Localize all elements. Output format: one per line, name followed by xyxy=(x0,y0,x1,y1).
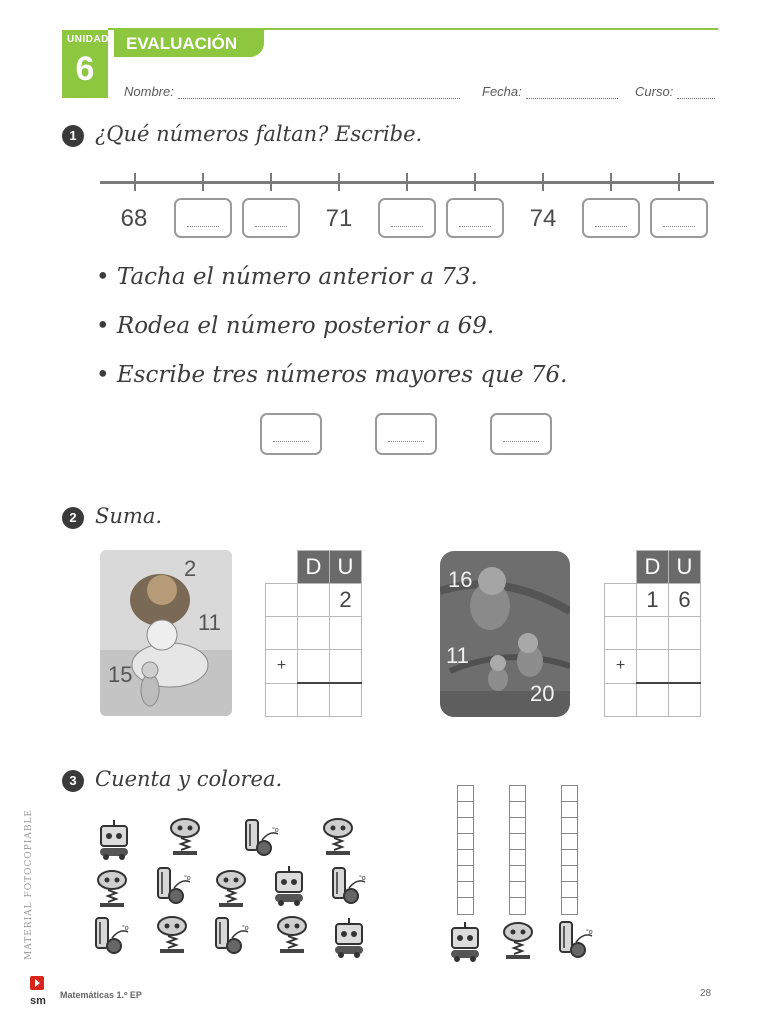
bullet-text: Escribe tres números mayores que 76. xyxy=(116,362,568,388)
exercise-1-title: ¿Qué números faltan? Escribe. xyxy=(95,122,423,146)
robot-snail-icon xyxy=(246,820,279,855)
tens-header: D xyxy=(298,551,330,584)
bullet-text: Tacha el número anterior a 73. xyxy=(116,264,478,290)
course-label: Curso: xyxy=(635,84,674,99)
sm-play-icon xyxy=(28,976,48,992)
bullet-item: • Rodea el número posterior a 69. xyxy=(96,313,495,339)
robot-snail-icon xyxy=(96,918,129,953)
picture-number: 20 xyxy=(530,681,555,706)
exercise-2-number: 2 xyxy=(62,507,84,529)
robot-tv-icon xyxy=(275,866,303,906)
picture-number: 11 xyxy=(198,610,221,635)
brand-text: sm xyxy=(30,995,46,1007)
robot-tv-icon xyxy=(451,922,479,962)
exercise-3-title: Cuenta y colorea. xyxy=(95,767,283,791)
number-line-value: 68 xyxy=(120,205,148,232)
exercise-1-number: 1 xyxy=(62,125,84,147)
name-label: Nombre: xyxy=(124,84,174,99)
unit-number: 6 xyxy=(75,50,95,88)
number-line-value: 74 xyxy=(529,205,557,232)
evaluation-title: EVALUACIÓN xyxy=(114,30,264,57)
date-label: Fecha: xyxy=(482,84,522,99)
color-bar-snail[interactable] xyxy=(561,785,578,915)
robot-spring-icon xyxy=(504,923,532,959)
unit-label: UNIDAD xyxy=(67,34,109,45)
units-header: U xyxy=(330,551,362,584)
robot-spring-icon xyxy=(158,917,186,953)
bullet-item: • Tacha el número anterior a 73. xyxy=(96,264,478,290)
color-bar-tv[interactable] xyxy=(457,785,474,915)
robot-tv-icon xyxy=(335,918,363,958)
robot-snail-icon xyxy=(560,922,593,957)
table-cell: 1 xyxy=(637,584,669,617)
picture-number: 11 xyxy=(446,643,469,668)
exercise-2-title: Suma. xyxy=(95,504,163,528)
plus-sign: + xyxy=(605,650,637,684)
picture-number: 15 xyxy=(108,662,133,687)
units-header: U xyxy=(669,551,701,584)
side-note: MATERIAL FOTOCOPIABLE xyxy=(24,808,34,960)
robot-spring-icon xyxy=(324,819,352,855)
robot-snail-icon xyxy=(216,918,249,953)
book-title: Matemáticas 1.º EP xyxy=(60,990,142,1000)
number-line-value: 71 xyxy=(325,205,353,232)
robot-spring-icon xyxy=(98,871,126,907)
bullet-item: • Escribe tres números mayores que 76. xyxy=(96,362,568,388)
robot-spring-icon xyxy=(217,871,245,907)
color-bar-spring[interactable] xyxy=(509,785,526,915)
robot-snail-icon xyxy=(158,868,191,903)
plus-sign: + xyxy=(266,650,298,684)
bullet-text: Rodea el número posterior a 69. xyxy=(116,313,495,339)
table-cell: 6 xyxy=(669,584,701,617)
robot-snail-icon xyxy=(333,868,366,903)
table-cell: 2 xyxy=(330,584,362,617)
page-number: 28 xyxy=(700,988,712,999)
robot-tv-icon xyxy=(100,820,128,860)
picture-number: 16 xyxy=(448,567,473,592)
exercise-3-number: 3 xyxy=(62,770,84,792)
robot-spring-icon xyxy=(171,819,199,855)
tens-header: D xyxy=(637,551,669,584)
robot-spring-icon xyxy=(278,917,306,953)
sm-logo xyxy=(28,976,48,1007)
picture-number: 2 xyxy=(184,556,197,581)
